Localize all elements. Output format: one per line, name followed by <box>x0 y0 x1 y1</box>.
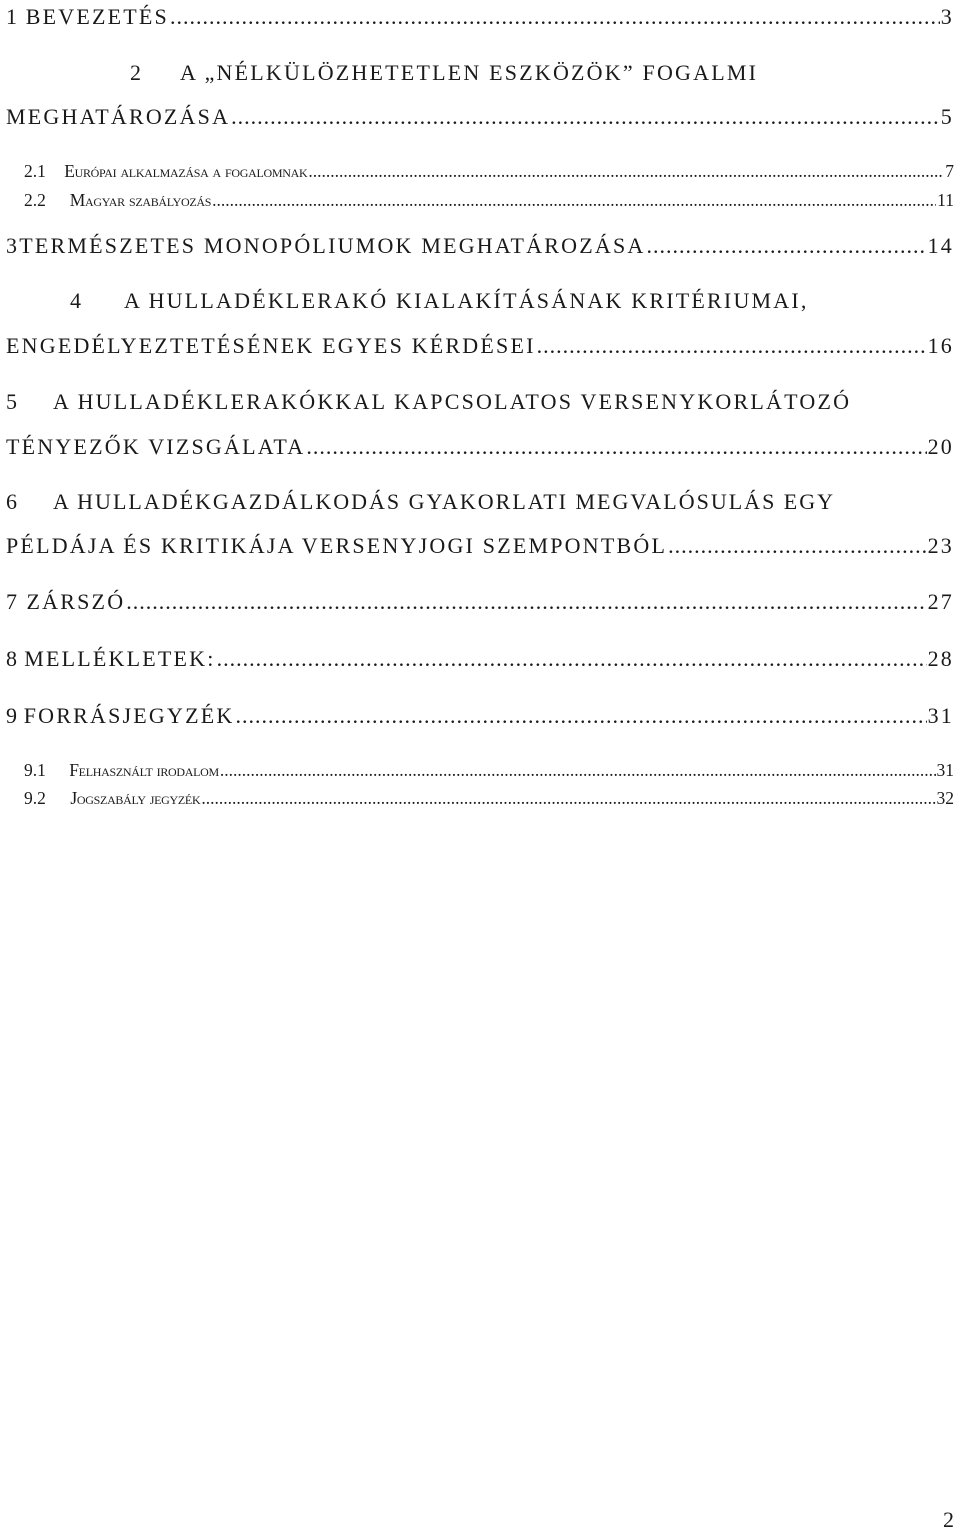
toc-entry-page: 32 <box>936 788 954 808</box>
toc-entry-page: 11 <box>937 190 954 210</box>
dot-leader <box>212 190 936 211</box>
dot-leader <box>308 161 944 182</box>
toc-entry-title: PÉLDÁJA ÉS KRITIKÁJA VERSENYJOGI SZEMPONTBÓL <box>6 533 668 558</box>
toc-entry-5-line1[interactable] <box>6 389 954 415</box>
toc-entry-number: 3 <box>6 233 20 258</box>
toc-entry-number: 2 <box>130 60 144 85</box>
toc-entry-title: Magyar szabályozás <box>69 190 212 210</box>
toc-entry-title: A HULLADÉKGAZDÁLKODÁS GYAKORLATI MEGVALÓSULÁS EGY <box>53 489 836 514</box>
toc-entry-number: 5 <box>6 389 20 414</box>
toc-entry-page: 27 <box>927 589 954 614</box>
toc-entry-title: Felhasznált irodalom <box>69 760 219 780</box>
toc-entry-number: 2.2 <box>24 190 46 210</box>
toc-entry-title: TERMÉSZETES MONOPÓLIUMOK MEGHATÁROZÁSA <box>19 233 646 258</box>
toc-entry-title: MELLÉKLETEK: <box>24 646 216 671</box>
toc-entry-number: 8 <box>6 646 20 671</box>
toc-entry-title: Európai alkalmazása a fogalomnak <box>64 161 308 181</box>
toc-entry-number: 1 <box>6 4 20 29</box>
toc-entry-title: Jogszabály jegyzék <box>70 788 201 808</box>
dot-leader <box>668 533 926 559</box>
toc-entry-page: 3 <box>940 4 954 29</box>
toc-entry-page: 28 <box>927 646 954 671</box>
toc-entry-9-2[interactable] <box>24 788 954 809</box>
dot-leader <box>306 434 926 460</box>
toc-entry-page: 23 <box>927 533 954 558</box>
dot-leader <box>217 646 927 672</box>
page-number: 2 <box>943 1507 954 1532</box>
dot-leader <box>126 589 926 615</box>
toc-entry-number: 9.2 <box>24 788 46 808</box>
toc-entry-page: 7 <box>945 161 954 181</box>
toc-entry-6-line1[interactable] <box>6 489 954 515</box>
toc-entry-title: FORRÁSJEGYZÉK <box>23 703 235 728</box>
toc-entry-title: A HULLADÉKLERAKÓ KIALAKÍTÁSÁNAK KRITÉRIUMAI, <box>124 288 809 313</box>
toc-entry-2-line1[interactable] <box>6 60 954 86</box>
toc-entry-page: 16 <box>927 333 954 358</box>
toc-entry-2-line2[interactable] <box>6 104 954 130</box>
toc-entry-4-line2[interactable] <box>6 333 954 359</box>
toc-entry-title: BEVEZETÉS <box>25 4 169 29</box>
dot-leader <box>235 703 926 729</box>
dot-leader <box>231 104 940 130</box>
toc-entry-title: A HULLADÉKLERAKÓKKAL KAPCSOLATOS VERSENYKORLÁTOZÓ <box>53 389 852 414</box>
toc-entry-page: 20 <box>927 434 954 459</box>
dot-leader <box>170 4 940 30</box>
dot-leader <box>537 333 927 359</box>
toc-entry-title: ZÁRSZÓ <box>26 589 126 614</box>
dot-leader <box>220 760 936 781</box>
toc-entry-3[interactable] <box>6 233 954 259</box>
toc-entry-9[interactable] <box>6 703 954 729</box>
toc-entry-9-1[interactable] <box>24 760 954 781</box>
toc-entry-page: 31 <box>936 760 954 780</box>
toc-entry-2-1[interactable] <box>24 161 954 182</box>
toc-entry-number: 6 <box>6 489 19 514</box>
toc-entry-number: 9.1 <box>24 760 46 780</box>
toc-entry-2-2[interactable] <box>24 190 954 211</box>
toc-entry-6-line2[interactable] <box>6 533 954 559</box>
toc-entry-7[interactable] <box>6 589 954 615</box>
toc-entry-number: 2.1 <box>24 161 46 181</box>
toc-entry-page: 5 <box>940 104 954 129</box>
dot-leader <box>646 233 926 259</box>
toc-entry-page: 31 <box>927 703 954 728</box>
toc-entry-title: ENGEDÉLYEZTETÉSÉNEK EGYES KÉRDÉSEI <box>6 333 536 358</box>
toc-entry-8[interactable] <box>6 646 954 672</box>
toc-entry-title: A „NÉLKÜLÖZHETETLEN ESZKÖZÖK” FOGALMI <box>180 60 759 85</box>
toc-entry-5-line2[interactable] <box>6 434 954 460</box>
dot-leader <box>201 788 935 809</box>
toc-entry-page: 14 <box>927 233 954 258</box>
toc-entry-4-line1[interactable] <box>6 288 954 314</box>
toc-entry-1[interactable] <box>6 4 954 30</box>
toc-entry-title: TÉNYEZŐK VIZSGÁLATA <box>6 434 306 459</box>
toc-entry-number: 4 <box>70 288 84 313</box>
toc-entry-title: MEGHATÁROZÁSA <box>6 104 231 129</box>
toc-entry-number: 9 <box>6 703 20 728</box>
toc-entry-number: 7 <box>6 589 20 614</box>
